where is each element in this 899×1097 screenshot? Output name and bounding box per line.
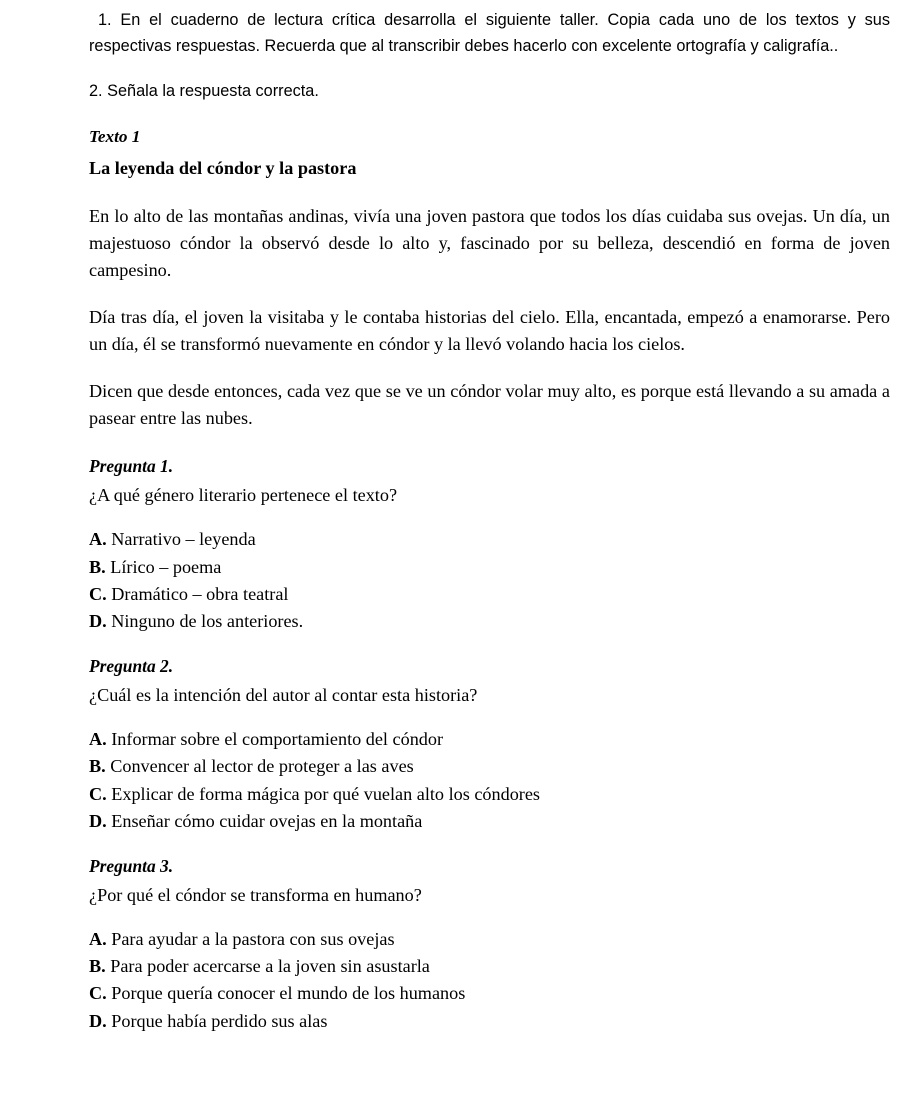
- option-label: Enseñar cómo cuidar ovejas en la montaña: [111, 810, 423, 831]
- option-item[interactable]: [89, 581, 890, 608]
- option-item[interactable]: [89, 781, 890, 808]
- option-list-2: [89, 726, 890, 835]
- option-item[interactable]: [89, 980, 890, 1007]
- question-text-1: ¿A qué género literario pertenece el texto?: [89, 485, 398, 506]
- option-item[interactable]: [89, 953, 890, 980]
- option-label: Dramático – obra teatral: [111, 583, 289, 604]
- option-letter: D.: [89, 810, 107, 831]
- instruction-item-1: 1. En el cuaderno de lectura crítica desarrolla el siguiente taller. Copia cada uno de los textos y sus respectivas respuestas. Recuerda que al transcribir debes hacerlo con excelente ortografía y caligrafía..: [89, 11, 890, 55]
- option-item[interactable]: [89, 926, 890, 953]
- option-letter: A.: [89, 529, 107, 550]
- option-item[interactable]: [89, 554, 890, 581]
- option-item[interactable]: [89, 753, 890, 780]
- question-label-3: Pregunta 3.: [89, 855, 174, 876]
- option-label: Ninguno de los anteriores.: [111, 610, 304, 631]
- option-label: Porque había perdido sus alas: [111, 1010, 328, 1031]
- option-label: Para poder acercarse a la joven sin asustarla: [110, 956, 430, 977]
- option-letter: C.: [89, 583, 107, 604]
- story-paragraph-3: Dicen que desde entonces, cada vez que se ve un cóndor volar muy alto, es porque está llevando a su amada a pasear entre las nubes.: [89, 380, 890, 428]
- option-list-3: [89, 926, 890, 1035]
- option-label: Explicar de forma mágica por qué vuelan alto los cóndores: [111, 783, 540, 804]
- question-block-2: [89, 653, 890, 835]
- option-label: Convencer al lector de proteger a las aves: [110, 756, 414, 777]
- option-label: Porque quería conocer el mundo de los humanos: [111, 983, 466, 1004]
- option-label: Informar sobre el comportamiento del cóndor: [111, 729, 444, 750]
- option-item[interactable]: [89, 1008, 890, 1035]
- question-label-2: Pregunta 2.: [89, 656, 174, 677]
- option-letter: C.: [89, 783, 107, 804]
- option-letter: C.: [89, 983, 107, 1004]
- text-section-label: Texto 1: [89, 126, 141, 146]
- option-letter: B.: [89, 756, 106, 777]
- story-paragraph-1: En lo alto de las montañas andinas, vivía una joven pastora que todos los días cuidaba sus ovejas. Un día, un majestuoso cóndor la observó desde lo alto y, fascinado por su belleza, descendió en forma de joven campesino.: [89, 205, 890, 281]
- question-label-1: Pregunta 1.: [89, 456, 174, 477]
- option-item[interactable]: [89, 808, 890, 835]
- option-item[interactable]: [89, 608, 890, 635]
- instruction-item-2: 2. Señala la respuesta correcta.: [89, 82, 319, 100]
- option-item[interactable]: [89, 526, 890, 553]
- option-label: Para ayudar a la pastora con sus ovejas: [111, 928, 395, 949]
- option-letter: A.: [89, 928, 107, 949]
- option-letter: B.: [89, 556, 106, 577]
- option-letter: D.: [89, 1010, 107, 1031]
- option-label: Lírico – poema: [110, 556, 222, 577]
- story-paragraph-2: Día tras día, el joven la visitaba y le contaba historias del cielo. Ella, encantada, empezó a enamorarse. Pero un día, él se transformó nuevamente en cóndor y la llevó volando hacia los cielos.: [89, 306, 890, 355]
- question-block-1: [89, 453, 890, 635]
- option-list-1: [89, 526, 890, 635]
- question-block-3: [89, 853, 890, 1035]
- option-letter: D.: [89, 610, 107, 631]
- option-item[interactable]: [89, 726, 890, 753]
- option-label: Narrativo – leyenda: [111, 529, 256, 550]
- text-section-title: La leyenda del cóndor y la pastora: [89, 157, 357, 178]
- option-letter: B.: [89, 956, 106, 977]
- question-text-2: ¿Cuál es la intención del autor al contar esta historia?: [89, 685, 478, 706]
- option-letter: A.: [89, 729, 107, 750]
- question-text-3: ¿Por qué el cóndor se transforma en humano?: [89, 884, 422, 905]
